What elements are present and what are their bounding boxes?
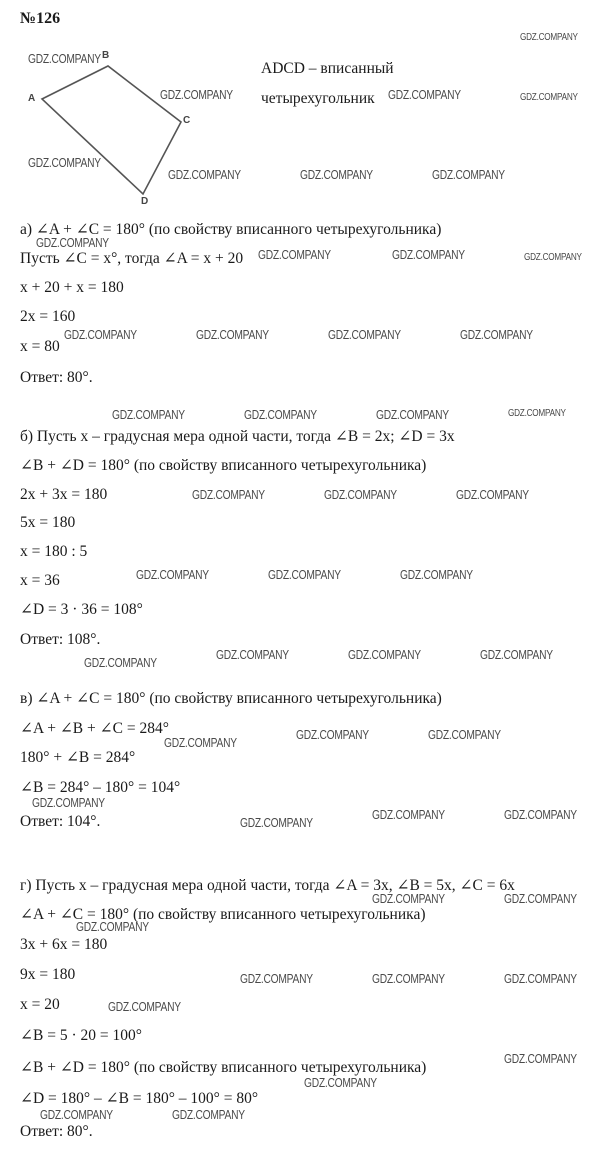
quadrilateral-figure xyxy=(0,0,600,220)
part-d-line: ∠A + ∠C = 180° (по свойству вписанного четырехугольника) xyxy=(20,906,426,923)
watermark: GDZ.COMPANY xyxy=(400,568,473,582)
watermark: GDZ.COMPANY xyxy=(504,1052,577,1066)
watermark: GDZ.COMPANY xyxy=(456,488,529,502)
part-d-line: 9x = 180 xyxy=(20,966,76,983)
watermark: GDZ.COMPANY xyxy=(480,648,553,662)
part-d-line: ∠B + ∠D = 180° (по свойству вписанного четырехугольника) xyxy=(20,1059,427,1076)
watermark: GDZ.COMPANY xyxy=(348,648,421,662)
watermark: GDZ.COMPANY xyxy=(504,808,577,822)
watermark: GDZ.COMPANY xyxy=(168,168,241,182)
part-a-answer: Ответ: 80°. xyxy=(20,369,93,386)
figure-caption-line1: ADCD – вписанный xyxy=(261,60,394,77)
part-b-line: x = 180 : 5 xyxy=(20,543,88,560)
watermark: GDZ.COMPANY xyxy=(504,892,577,906)
part-b-header: б) Пусть x – градусная мера одной части, тогда ∠B = 2x; ∠D = 3x xyxy=(20,428,455,445)
watermark: GDZ.COMPANY xyxy=(428,728,501,742)
watermark: GDZ.COMPANY xyxy=(244,408,317,422)
part-b-line: 5x = 180 xyxy=(20,514,76,531)
watermark: GDZ.COMPANY xyxy=(108,1000,181,1014)
watermark: GDZ.COMPANY xyxy=(520,92,578,103)
vertex-label-b: B xyxy=(102,50,110,61)
part-a-line: x + 20 + x = 180 xyxy=(20,279,124,296)
watermark: GDZ.COMPANY xyxy=(372,892,445,906)
watermark: GDZ.COMPANY xyxy=(388,88,461,102)
watermark: GDZ.COMPANY xyxy=(160,88,233,102)
watermark: GDZ.COMPANY xyxy=(504,972,577,986)
watermark: GDZ.COMPANY xyxy=(36,236,109,250)
part-a-line: Пусть ∠C = x°, тогда ∠A = x + 20 xyxy=(20,250,244,267)
watermark: GDZ.COMPANY xyxy=(520,32,578,43)
watermark: GDZ.COMPANY xyxy=(28,52,101,66)
watermark: GDZ.COMPANY xyxy=(136,568,209,582)
watermark: GDZ.COMPANY xyxy=(192,488,265,502)
part-b-line: x = 36 xyxy=(20,572,60,589)
watermark: GDZ.COMPANY xyxy=(268,568,341,582)
watermark: GDZ.COMPANY xyxy=(324,488,397,502)
part-d-line: 3x + 6x = 180 xyxy=(20,936,108,953)
watermark: GDZ.COMPANY xyxy=(196,328,269,342)
watermark: GDZ.COMPANY xyxy=(64,328,137,342)
part-a-header: а) ∠A + ∠C = 180° (по свойству вписанного четырехугольника) xyxy=(20,221,442,238)
watermark: GDZ.COMPANY xyxy=(172,1108,245,1122)
watermark: GDZ.COMPANY xyxy=(240,816,313,830)
part-c-header: в) ∠A + ∠C = 180° (по свойству вписанного четырехугольника) xyxy=(20,690,442,707)
part-a-line: x = 80 xyxy=(20,338,60,355)
watermark: GDZ.COMPANY xyxy=(32,796,105,810)
watermark: GDZ.COMPANY xyxy=(304,1076,377,1090)
watermark: GDZ.COMPANY xyxy=(258,248,331,262)
watermark: GDZ.COMPANY xyxy=(376,408,449,422)
part-a-line: 2x = 160 xyxy=(20,308,76,325)
watermark: GDZ.COMPANY xyxy=(392,248,465,262)
quadrilateral-shape xyxy=(42,66,181,194)
watermark: GDZ.COMPANY xyxy=(460,328,533,342)
watermark: GDZ.COMPANY xyxy=(300,168,373,182)
watermark: GDZ.COMPANY xyxy=(432,168,505,182)
vertex-label-c: C xyxy=(183,115,191,126)
vertex-label-a: A xyxy=(28,93,36,104)
part-c-line: ∠B = 284° – 180° = 104° xyxy=(20,779,181,796)
watermark: GDZ.COMPANY xyxy=(76,920,149,934)
part-c-answer: Ответ: 104°. xyxy=(20,813,101,830)
part-b-line: ∠D = 3 · 36 = 108° xyxy=(20,601,143,618)
watermark: GDZ.COMPANY xyxy=(40,1108,113,1122)
part-d-line: ∠B = 5 · 20 = 100° xyxy=(20,1027,142,1044)
part-d-line: ∠D = 180° – ∠B = 180° – 100° = 80° xyxy=(20,1090,259,1107)
watermark: GDZ.COMPANY xyxy=(84,656,157,670)
watermark: GDZ.COMPANY xyxy=(112,408,185,422)
watermark: GDZ.COMPANY xyxy=(328,328,401,342)
part-b-line: ∠B + ∠D = 180° (по свойству вписанного четырехугольника) xyxy=(20,457,427,474)
part-b-line: 2x + 3x = 180 xyxy=(20,486,108,503)
part-d-line: x = 20 xyxy=(20,996,60,1013)
watermark: GDZ.COMPANY xyxy=(524,252,582,263)
watermark: GDZ.COMPANY xyxy=(28,156,101,170)
part-d-header: г) Пусть x – градусная мера одной части, тогда ∠A = 3x, ∠B = 5x, ∠C = 6x xyxy=(20,877,515,894)
watermark: GDZ.COMPANY xyxy=(296,728,369,742)
part-d-answer: Ответ: 80°. xyxy=(20,1123,93,1140)
part-c-line: ∠A + ∠B + ∠C = 284° xyxy=(20,720,169,737)
watermark: GDZ.COMPANY xyxy=(216,648,289,662)
part-c-line: 180° + ∠B = 284° xyxy=(20,749,136,766)
watermark: GDZ.COMPANY xyxy=(372,972,445,986)
watermark: GDZ.COMPANY xyxy=(508,408,566,419)
watermark: GDZ.COMPANY xyxy=(372,808,445,822)
figure-caption-line2: четырехугольник xyxy=(261,90,375,107)
watermark: GDZ.COMPANY xyxy=(164,736,237,750)
part-b-answer: Ответ: 108°. xyxy=(20,631,101,648)
watermark: GDZ.COMPANY xyxy=(240,972,313,986)
problem-number: №126 xyxy=(20,10,61,27)
vertex-label-d: D xyxy=(141,196,149,207)
